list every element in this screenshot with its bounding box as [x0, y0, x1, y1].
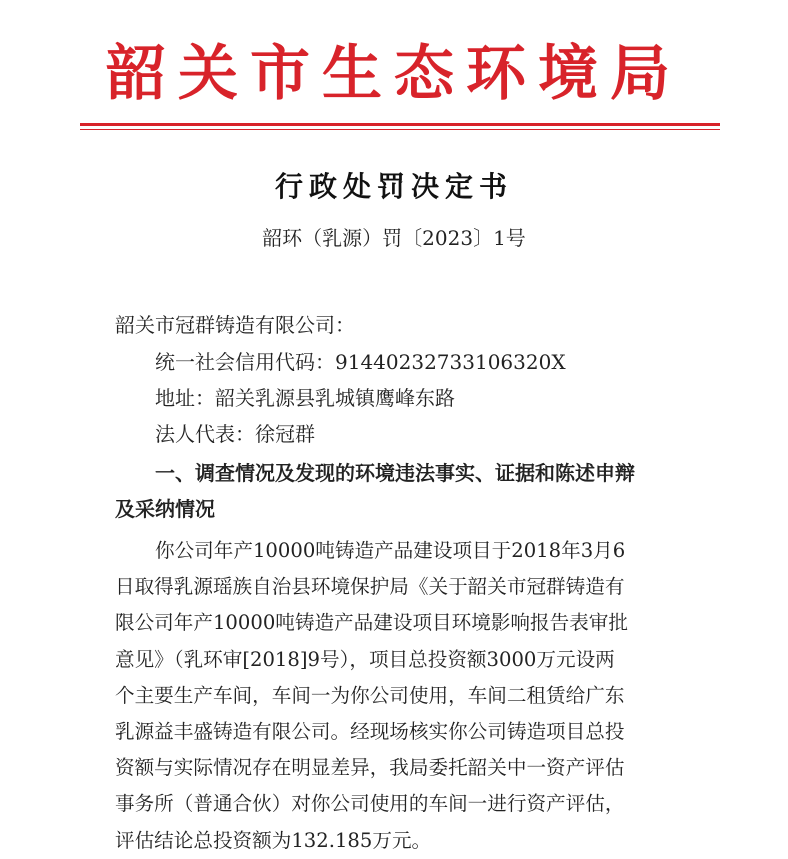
header-rule-thick [80, 123, 720, 126]
legal-representative-line: 法人代表：徐冠群 [155, 422, 315, 446]
address-line: 地址：韶关乳源县乳城镇鹰峰东路 [155, 386, 455, 410]
paragraph-line: 个主要生产车间，车间一为你公司使用，车间二租赁给广东 [115, 683, 625, 707]
section-heading: 一、调查情况及发现的环境违法事实、证据和陈述申辩 [155, 461, 635, 485]
paragraph-line: 你公司年产10000吨铸造产品建设项目于2018年3月6 [155, 539, 626, 562]
recipient-name: 韶关市冠群铸造有限公司： [115, 313, 355, 337]
issuing-authority-header: 韶关市生态环境局 [106, 39, 682, 109]
credit-code-line: 统一社会信用代码：91440232733106320X [155, 350, 566, 374]
section-heading-continuation: 及采纳情况 [115, 497, 215, 521]
header-rule-thin [80, 129, 720, 130]
paragraph-line: 日取得乳源瑶族自治县环境保护局《关于韶关市冠群铸造有 [115, 575, 625, 599]
body-paragraph [115, 533, 675, 859]
paragraph-line: 资额与实际情况存在明显差异，我局委托韶关中一资产评估 [115, 756, 625, 780]
paragraph-line: 乳源益丰盛铸造有限公司。经现场核实你公司铸造项目总投 [115, 720, 625, 744]
paragraph-line: 评估结论总投资额为132.185万元。 [115, 828, 432, 852]
document-number: 韶环（乳源）罚〔2023〕1号 [262, 226, 526, 250]
document-title: 行政处罚决定书 [274, 170, 513, 203]
paragraph-line: 意见》（乳环审[2018]9号），项目总投资额3000万元设两 [115, 647, 615, 671]
paragraph-line: 限公司年产10000吨铸造产品建设项目环境影响报告表审批 [115, 611, 628, 635]
paragraph-line: 事务所（普通合伙）对你公司使用的车间一进行资产评估， [115, 792, 625, 816]
